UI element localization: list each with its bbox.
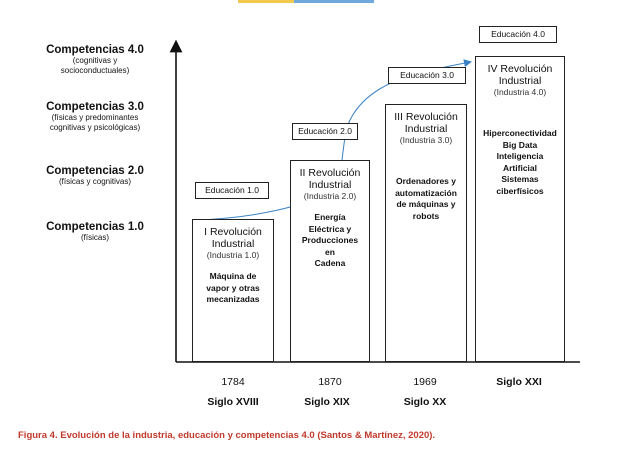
- revolution-2-desc-line: en: [325, 246, 335, 257]
- competency-3-heading: Competencias 3.0: [46, 101, 144, 113]
- revolution-3-box: [385, 104, 467, 362]
- year-1: 1784: [221, 376, 245, 388]
- century-1: Siglo XVIII: [207, 396, 259, 408]
- revolution-3-description: [386, 176, 466, 222]
- revolution-1-desc-line: Máquina de: [209, 271, 257, 281]
- figure-caption: Figura 4. Evolución de la industria, educación y competencias 4.0 (Santos & Martínez, 2020).: [18, 430, 436, 441]
- revolution-4-desc-line: ciberfísicos: [496, 185, 544, 196]
- revolution-3-desc-line: robots: [412, 210, 440, 221]
- competency-2: [20, 165, 170, 187]
- competency-1-heading: Competencias 1.0: [46, 221, 144, 233]
- competency-1-sub-1: (físicas): [81, 233, 109, 242]
- competency-3-sub-2: cognitivas y psicológicas): [49, 123, 141, 132]
- revolution-4-desc-line: Artificial: [502, 162, 537, 173]
- revolution-4-subtitle: (Industria 4.0): [493, 87, 547, 97]
- revolution-2-desc-line: Eléctrica y: [308, 223, 352, 234]
- revolution-4-desc-line: Sistemas: [501, 174, 539, 184]
- competency-4-sub-2: socioconductuales): [60, 66, 130, 75]
- competency-4: [20, 44, 170, 76]
- revolution-1-description: [193, 271, 273, 306]
- revolution-3-desc-line: Ordenadores y: [396, 176, 456, 186]
- competency-1: [20, 221, 170, 243]
- competency-2-heading: Competencias 2.0: [46, 165, 144, 177]
- revolution-1-title-line-1: I Revolución: [204, 226, 262, 238]
- revolution-2-title-line-1: II Revolución: [299, 167, 361, 179]
- revolution-4-description: [476, 128, 564, 197]
- century-2: Siglo XIX: [304, 396, 350, 408]
- revolution-2-box: [290, 160, 370, 362]
- revolution-2-desc-line: Energía: [314, 212, 346, 222]
- competency-4-sub-1: (cognitivas y: [72, 56, 118, 65]
- revolution-4-box: [475, 56, 565, 362]
- education-4-label: Educación 4.0: [479, 26, 557, 43]
- revolution-1-subtitle: (Industria 1.0): [206, 250, 260, 260]
- revolution-2-description: [291, 212, 369, 270]
- education-2-label: Educación 2.0: [292, 123, 358, 140]
- year-2: 1870: [318, 376, 342, 388]
- revolution-1-title-line-2: Industrial: [211, 238, 255, 250]
- revolution-3-desc-line: automatización: [395, 187, 457, 198]
- revolution-2-title: [291, 167, 369, 191]
- revolution-4-title: [476, 63, 564, 87]
- revolution-2-desc-line: Producciones: [301, 235, 359, 245]
- revolution-4-title-line-2: Industrial: [498, 75, 542, 87]
- competency-3: [20, 101, 170, 133]
- revolution-2-desc-line: Cadena: [314, 258, 346, 268]
- revolution-3-title-line-1: III Revolución: [394, 111, 458, 123]
- revolution-3-title: [386, 111, 466, 135]
- revolution-1-box: [192, 219, 274, 362]
- revolution-3-title-line-2: Industrial: [404, 123, 448, 135]
- revolution-4-desc-line: Inteligencia: [496, 151, 544, 161]
- competency-2-sub-1: (físicas y cognitivas): [58, 177, 132, 186]
- education-1-label: Educación 1.0: [195, 182, 269, 199]
- revolution-4-desc-line: Big Data: [502, 139, 538, 150]
- revolution-1-title: [193, 226, 273, 250]
- century-3: Siglo XX: [403, 396, 447, 408]
- revolution-1-desc-line: vapor y otras: [206, 282, 260, 293]
- year-3: 1969: [413, 376, 437, 388]
- competency-4-heading: Competencias 4.0: [46, 44, 144, 56]
- education-3-label: Educación 3.0: [388, 67, 466, 84]
- revolution-2-title-line-2: Industrial: [308, 179, 352, 191]
- revolution-1-desc-line: mecanizadas: [206, 294, 260, 304]
- competency-3-sub-1: (físicas y predominantes: [51, 113, 139, 122]
- revolution-3-subtitle: (Industria 3.0): [399, 135, 453, 145]
- revolution-2-subtitle: (Industria 2.0): [303, 191, 357, 201]
- century-4: Siglo XXI: [496, 376, 542, 388]
- revolution-3-desc-line: de máquinas y: [396, 199, 456, 209]
- revolution-4-desc-line: Hiperconectividad: [483, 128, 557, 138]
- revolution-4-title-line-1: IV Revolución: [487, 63, 553, 75]
